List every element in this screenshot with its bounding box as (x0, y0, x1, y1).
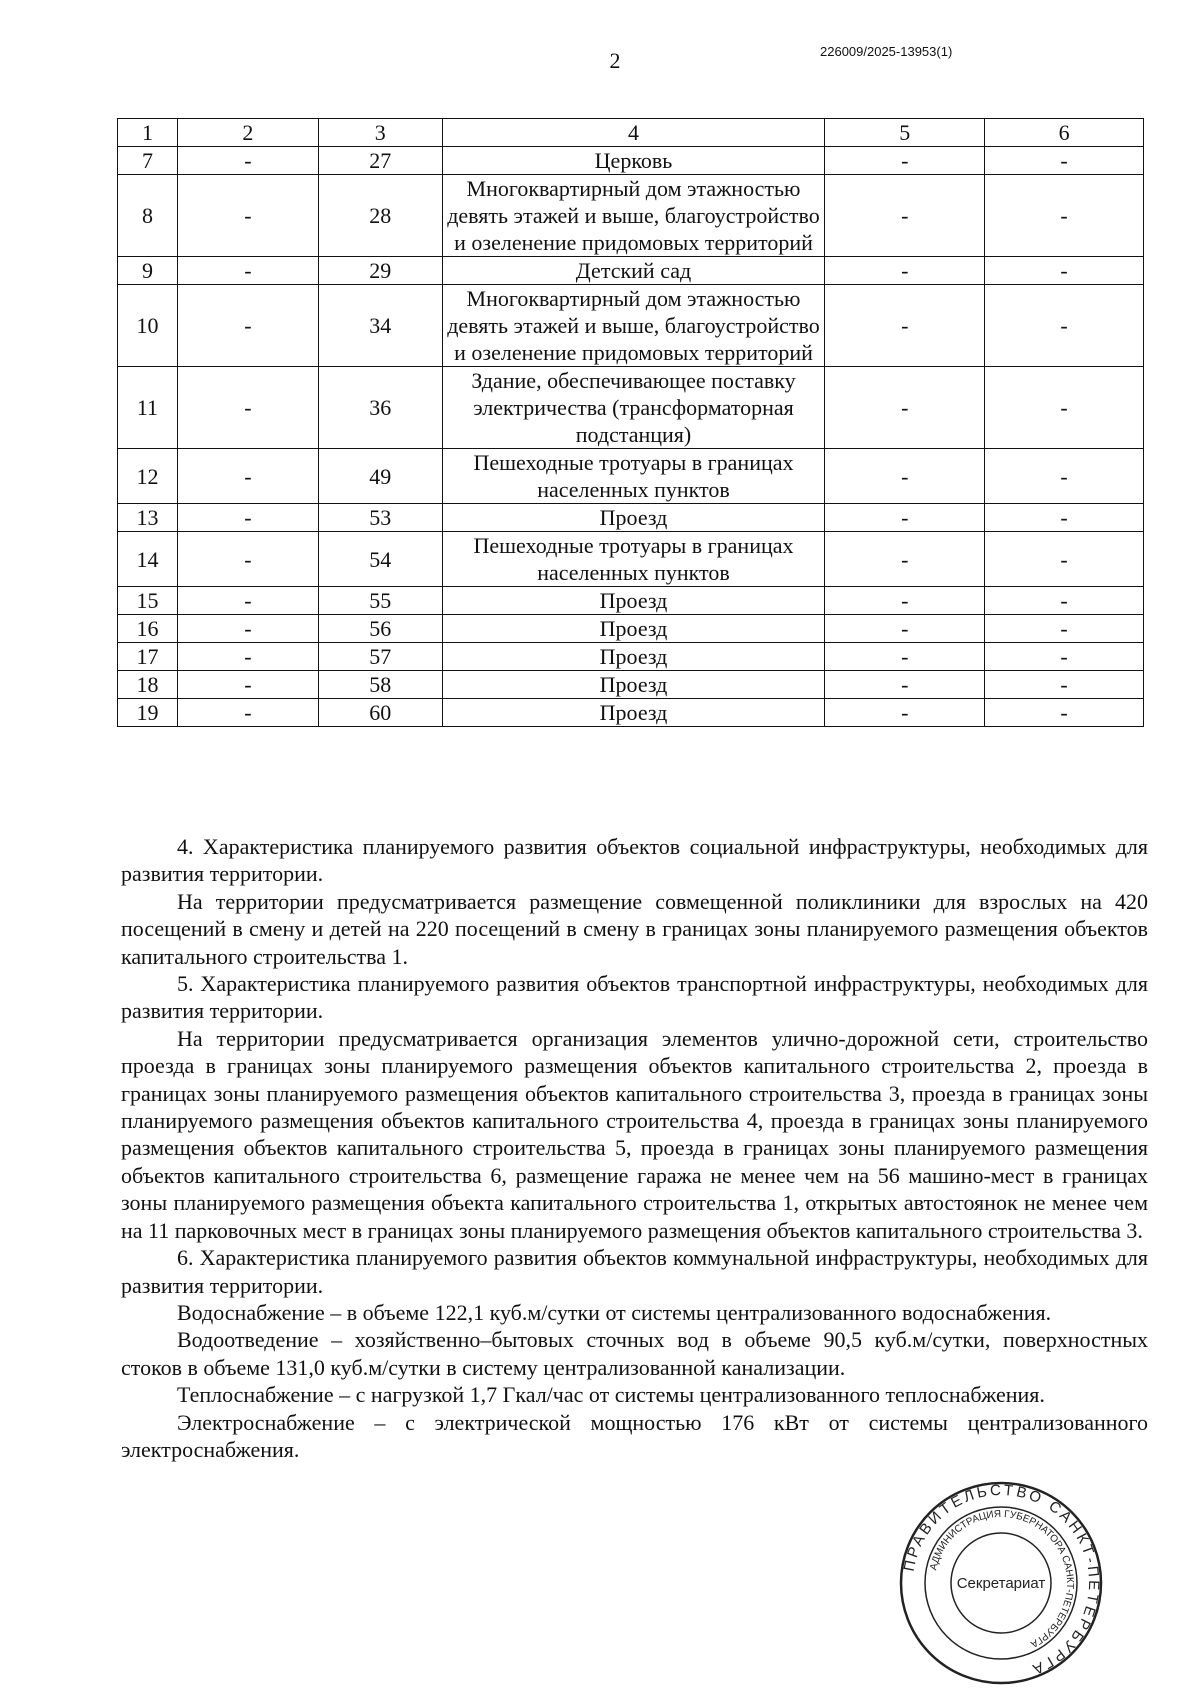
table-row (118, 615, 1144, 643)
table-cell: - (985, 615, 1144, 643)
table-cell: - (985, 532, 1144, 587)
table-cell: Проезд (442, 615, 825, 643)
table-cell: - (825, 587, 985, 615)
table-cell: 13 (118, 504, 178, 532)
table-row (118, 532, 1144, 587)
header-cell: 4 (442, 119, 825, 147)
table-row (118, 257, 1144, 285)
table-cell: Многоквартирный дом этажностью девять этажей и выше, благоустройство и озеленение придомовых территорий (442, 285, 825, 367)
table-row (118, 285, 1144, 367)
table-cell: - (825, 147, 985, 175)
table-cell: - (825, 449, 985, 504)
table-cell: Церковь (442, 147, 825, 175)
paragraph: 6. Характеристика планируемого развития объектов коммунальной инфраструктуры, необходимых для развития территории. (121, 1245, 1148, 1298)
table-cell: 28 (318, 175, 442, 257)
table-cell: - (177, 615, 318, 643)
table-cell: - (825, 285, 985, 367)
table-cell: - (825, 367, 985, 449)
table-cell: - (177, 175, 318, 257)
seal-center-text: Секретариат (956, 1575, 1046, 1592)
table-cell: 10 (118, 285, 178, 367)
table-cell: - (985, 449, 1144, 504)
table-cell: 11 (118, 367, 178, 449)
header-cell: 6 (985, 119, 1144, 147)
table-cell: 27 (318, 147, 442, 175)
table-cell: - (177, 367, 318, 449)
table-row (118, 699, 1144, 727)
table-cell: - (825, 257, 985, 285)
table-cell: Пешеходные тротуары в границах населенных пунктов (442, 449, 825, 504)
seal-outer-text: ПРАВИТЕЛЬСТВО САНКТ-ПЕТЕРБУРГА (900, 1481, 1103, 1679)
document-id: 226009/2025-13953(1) (820, 44, 953, 59)
header-cell: 3 (318, 119, 442, 147)
table-cell: 18 (118, 671, 178, 699)
table-cell: - (985, 504, 1144, 532)
table-cell: - (825, 175, 985, 257)
table-cell: 19 (118, 699, 178, 727)
table-cell: - (825, 671, 985, 699)
table-cell: - (825, 699, 985, 727)
table-cell: 15 (118, 587, 178, 615)
table-cell: - (985, 257, 1144, 285)
page-number: 2 (609, 48, 621, 73)
table-cell: Проезд (442, 643, 825, 671)
table-row (118, 367, 1144, 449)
paragraph: Водоснабжение – в объеме 122,1 куб.м/сутки от системы централизованного водоснабжения. (177, 1299, 1052, 1325)
table-cell: - (177, 504, 318, 532)
table-cell: 34 (318, 285, 442, 367)
paragraph: 4. Характеристика планируемого развития объектов социальной инфраструктуры, необходимых для развития территории. (121, 834, 1148, 887)
table-cell: - (177, 449, 318, 504)
paragraph: На территории предусматривается размещение совмещенной поликлиники для взрослых на 420 посещений в смену и детей на 220 посещений в смену в границах зоны планируемого размещения объектов капитального строительства 1. (121, 888, 1148, 969)
table-cell: - (177, 699, 318, 727)
table-cell: 54 (318, 532, 442, 587)
table-cell: - (177, 257, 318, 285)
table-cell: 29 (318, 257, 442, 285)
paragraph: 5. Характеристика планируемого развития объектов транспортной инфраструктуры, необходимых для развития территории. (121, 971, 1148, 1024)
table-cell: 17 (118, 643, 178, 671)
paragraph: Электроснабжение – с электрической мощностью 176 кВт от системы централизованного электроснабжения. (121, 1409, 1148, 1462)
table-cell: Проезд (442, 587, 825, 615)
header-cell: 5 (825, 119, 985, 147)
table-cell: 53 (318, 504, 442, 532)
table-row (118, 449, 1144, 504)
table-row (118, 587, 1144, 615)
header-cell: 1 (118, 119, 178, 147)
table-cell: 7 (118, 147, 178, 175)
table-cell: - (825, 615, 985, 643)
table-cell: Здание, обеспечивающее поставку электричества (трансформаторная подстанция) (442, 367, 825, 449)
table-cell: - (985, 367, 1144, 449)
table-cell: 58 (318, 671, 442, 699)
table-cell: - (177, 587, 318, 615)
table-cell: 9 (118, 257, 178, 285)
table-cell: 55 (318, 587, 442, 615)
paragraph: Водоотведение – хозяйственно–бытовых сточных вод в объеме 90,5 куб.м/сутки, поверхностных стоков в объеме 131,0 куб.м/сутки в систему централизованной канализации. (121, 1327, 1148, 1380)
table-cell: - (985, 643, 1144, 671)
table-cell: Многоквартирный дом этажностью девять этажей и выше, благоустройство и озеленение придомовых территорий (442, 175, 825, 257)
table-cell: - (177, 643, 318, 671)
table-row (118, 147, 1144, 175)
table-cell: - (985, 285, 1144, 367)
table-cell: 12 (118, 449, 178, 504)
table-cell: - (985, 175, 1144, 257)
table-cell: 60 (318, 699, 442, 727)
table-cell: Проезд (442, 504, 825, 532)
table-cell: - (177, 147, 318, 175)
table-cell: - (825, 504, 985, 532)
table-cell: - (985, 147, 1144, 175)
table-cell: 57 (318, 643, 442, 671)
table-cell: Пешеходные тротуары в границах населенных пунктов (442, 532, 825, 587)
paragraph: Теплоснабжение – с нагрузкой 1,7 Гкал/час от системы централизованного теплоснабжения. (177, 1382, 1045, 1408)
objects-table (117, 118, 1144, 727)
table-cell: - (825, 532, 985, 587)
table-row (118, 504, 1144, 532)
table-row (118, 175, 1144, 257)
body-text (121, 833, 1148, 1463)
seal-inner-text: АДМИНИСТРАЦИЯ ГУБЕРНАТОРА САНКТ-ПЕТЕРБУРГА (928, 1508, 1076, 1650)
paragraph: На территории предусматривается организация элементов улично-дорожной сети, строительство проезда в границах зоны планируемого размещения объектов капитального строительства 2, проезда в границах зоны планируемого размещения объектов капитального строительства 3, проезда в границах зоны планируемого размещения объектов капитального строительства 4, проезда в границах зоны планируемого размещения объектов капитального строительства 5, проезда в границах зоны планируемого размещения объектов капитального строительства 6, размещение гаража не менее чем на 56 машино-мест в границах зоны планируемого размещения объекта капитального строительства 1, открытых автостоянок не менее чем на 11 парковочных мест в границах зоны планируемого размещения объектов капитального строительства 3. (121, 1025, 1148, 1243)
table-cell: Проезд (442, 699, 825, 727)
table-cell: - (177, 532, 318, 587)
table-header-row (118, 119, 1144, 147)
official-seal (898, 1480, 1104, 1686)
table-cell: 56 (318, 615, 442, 643)
table-cell: 49 (318, 449, 442, 504)
table-cell: 14 (118, 532, 178, 587)
table-row (118, 671, 1144, 699)
table-cell: - (985, 587, 1144, 615)
header-cell: 2 (177, 119, 318, 147)
table-cell: - (985, 699, 1144, 727)
table-cell: - (177, 671, 318, 699)
table-cell: Проезд (442, 671, 825, 699)
table-cell: 8 (118, 175, 178, 257)
table-cell: 16 (118, 615, 178, 643)
table-cell: - (177, 285, 318, 367)
table-cell: - (825, 643, 985, 671)
table-cell: Детский сад (442, 257, 825, 285)
table-cell: - (985, 671, 1144, 699)
table-row (118, 643, 1144, 671)
table-cell: 36 (318, 367, 442, 449)
